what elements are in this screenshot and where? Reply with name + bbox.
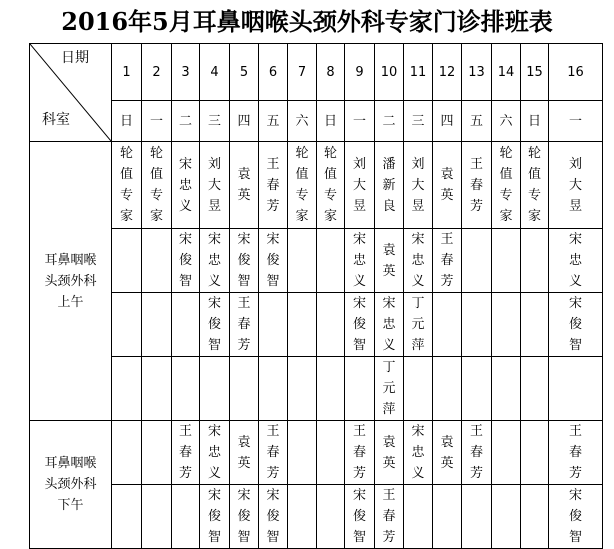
- doctor-name: 丁元萍: [382, 360, 396, 417]
- weekday: 日: [521, 101, 549, 142]
- day-number: 16: [549, 44, 603, 101]
- morning-dept-label: [30, 142, 112, 421]
- schedule-cell: [200, 229, 230, 293]
- schedule-cell: [259, 421, 288, 485]
- schedule-cell: [549, 485, 603, 549]
- doctor-name: 宋忠义: [568, 232, 582, 289]
- doctor-name: 王春芳: [568, 424, 582, 481]
- schedule-cell: [259, 229, 288, 293]
- schedule-cell: [345, 229, 375, 293]
- page-title: 2016年5月耳鼻咽喉头颈外科专家门诊排班表: [61, 7, 553, 36]
- doctor-name: 宋俊智: [266, 488, 280, 545]
- schedule-cell: [172, 142, 200, 229]
- morning-row: [30, 293, 603, 357]
- day-number: 2: [142, 44, 172, 101]
- doctor-name: 宋忠义: [207, 424, 221, 481]
- schedule-cell: [142, 357, 172, 421]
- schedule-cell: [230, 357, 259, 421]
- schedule-cell: [433, 421, 462, 485]
- schedule-cell: [492, 421, 521, 485]
- day-number: 13: [462, 44, 492, 101]
- schedule-cell: [492, 357, 521, 421]
- schedule-cell: [345, 421, 375, 485]
- doctor-name: 王春芳: [382, 488, 396, 545]
- dept-label-line: 头颈外科: [44, 273, 97, 289]
- day-number: 6: [259, 44, 288, 101]
- schedule-cell: [230, 229, 259, 293]
- doctor-name: 刘大昱: [207, 156, 221, 214]
- schedule-cell: [112, 229, 142, 293]
- schedule-cell: [200, 357, 230, 421]
- schedule-cell: [345, 485, 375, 549]
- schedule-cell: [112, 142, 142, 229]
- schedule-cell: [462, 485, 492, 549]
- schedule-cell: [112, 421, 142, 485]
- doctor-name: 宋俊智: [237, 488, 251, 545]
- schedule-cell: [492, 293, 521, 357]
- weekday: 五: [259, 101, 288, 142]
- day-number: 9: [345, 44, 375, 101]
- weekday: 四: [230, 101, 259, 142]
- doctor-name: 宋俊智: [568, 296, 582, 353]
- weekday: 一: [345, 101, 375, 142]
- schedule-cell: [492, 485, 521, 549]
- weekday: 六: [492, 101, 521, 142]
- afternoon-row: [30, 485, 603, 549]
- schedule-cell: [200, 142, 230, 229]
- doctor-name: 宋忠义: [382, 296, 396, 353]
- schedule-cell: [433, 357, 462, 421]
- date-label: 日期: [61, 50, 89, 66]
- schedule-cell: [317, 485, 345, 549]
- doctor-name: 宋俊智: [352, 488, 366, 545]
- doctor-name: 袁英: [382, 434, 396, 471]
- schedule-cell: [433, 142, 462, 229]
- schedule-cell: [259, 293, 288, 357]
- doctor-name: 轮值专家: [527, 146, 541, 224]
- schedule-cell: [345, 293, 375, 357]
- schedule-cell: [142, 485, 172, 549]
- schedule-cell: [259, 357, 288, 421]
- doctor-name: 宋忠义: [352, 232, 366, 289]
- doctor-name: 潘新良: [382, 156, 396, 214]
- weekday: 三: [404, 101, 433, 142]
- doctor-name: 袁英: [237, 434, 251, 471]
- doctor-name: 宋忠义: [411, 232, 425, 289]
- schedule-cell: [288, 421, 317, 485]
- doctor-name: 王春芳: [469, 424, 483, 481]
- schedule-cell: [172, 229, 200, 293]
- doctor-name: 袁英: [237, 167, 251, 203]
- dept-label-line: 下午: [57, 498, 84, 513]
- schedule-cell: [259, 142, 288, 229]
- weekday: 五: [462, 101, 492, 142]
- doctor-name: 王春芳: [352, 424, 366, 481]
- schedule-cell: [521, 229, 549, 293]
- doctor-name: 王春芳: [237, 296, 251, 353]
- schedule-cell: [230, 293, 259, 357]
- afternoon-dept-label: [30, 421, 112, 549]
- day-number: 11: [404, 44, 433, 101]
- schedule-cell: [230, 142, 259, 229]
- doctor-name: 王春芳: [469, 156, 483, 214]
- dept-label-line: 耳鼻咽喉: [44, 456, 97, 471]
- dept-label-line: 耳鼻咽喉: [44, 252, 97, 268]
- dept-label-line: 上午: [57, 294, 84, 310]
- doctor-name: 王春芳: [178, 424, 192, 481]
- doctor-name: 王春芳: [266, 424, 280, 481]
- weekday: 日: [112, 101, 142, 142]
- weekday: 四: [433, 101, 462, 142]
- morning-row: [30, 142, 603, 229]
- schedule-cell: [521, 485, 549, 549]
- schedule-table: [29, 43, 603, 549]
- schedule-cell: [404, 229, 433, 293]
- schedule-cell: [375, 357, 404, 421]
- doctor-name: 袁英: [440, 434, 454, 471]
- schedule-cell: [404, 421, 433, 485]
- doctor-name: 宋俊智: [266, 232, 280, 289]
- schedule-cell: [433, 229, 462, 293]
- day-number: 5: [230, 44, 259, 101]
- day-number: 15: [521, 44, 549, 101]
- schedule-cell: [112, 357, 142, 421]
- schedule-cell: [172, 421, 200, 485]
- schedule-cell: [317, 293, 345, 357]
- schedule-cell: [404, 293, 433, 357]
- schedule-cell: [317, 142, 345, 229]
- day-number: 1: [112, 44, 142, 101]
- schedule-cell: [375, 421, 404, 485]
- diagonal-header-cell: [30, 44, 112, 142]
- day-number: 12: [433, 44, 462, 101]
- schedule-cell: [521, 421, 549, 485]
- doctor-name: 轮值专家: [323, 146, 337, 224]
- weekday: 日: [317, 101, 345, 142]
- doctor-name: 轮值专家: [499, 146, 513, 224]
- doctor-name: 刘大昱: [568, 156, 582, 214]
- schedule-cell: [492, 229, 521, 293]
- doctor-name: 宋俊智: [352, 296, 366, 353]
- doctor-name: 袁英: [440, 167, 454, 203]
- doctor-name: 丁元萍: [411, 296, 425, 353]
- schedule-cell: [549, 142, 603, 229]
- schedule-cell: [142, 142, 172, 229]
- doctor-name: 宋俊智: [237, 232, 251, 289]
- schedule-cell: [200, 485, 230, 549]
- schedule-cell: [462, 142, 492, 229]
- day-number: 10: [375, 44, 404, 101]
- schedule-cell: [259, 485, 288, 549]
- schedule-cell: [288, 142, 317, 229]
- day-number: 3: [172, 44, 200, 101]
- schedule-cell: [317, 357, 345, 421]
- doctor-name: 刘大昱: [352, 156, 366, 214]
- dept-label-line: 头颈外科: [44, 477, 97, 492]
- weekday-row: [30, 101, 603, 142]
- schedule-cell: [404, 142, 433, 229]
- schedule-cell: [200, 421, 230, 485]
- schedule-cell: [492, 142, 521, 229]
- schedule-cell: [521, 293, 549, 357]
- schedule-cell: [142, 421, 172, 485]
- weekday: 二: [172, 101, 200, 142]
- schedule-cell: [288, 485, 317, 549]
- schedule-cell: [200, 293, 230, 357]
- schedule-cell: [433, 485, 462, 549]
- day-number: 8: [317, 44, 345, 101]
- doctor-name: 宋俊智: [178, 232, 192, 289]
- schedule-cell: [404, 357, 433, 421]
- doctor-name: 宋忠义: [178, 156, 192, 214]
- doctor-name: 袁英: [382, 242, 396, 279]
- schedule-cell: [462, 229, 492, 293]
- doctor-name: 宋俊智: [207, 488, 221, 545]
- doctor-name: 宋俊智: [568, 488, 582, 545]
- doctor-name: 轮值专家: [149, 146, 163, 224]
- schedule-cell: [288, 357, 317, 421]
- weekday: 一: [549, 101, 603, 142]
- schedule-cell: [142, 293, 172, 357]
- doctor-name: 宋俊智: [207, 296, 221, 353]
- doctor-name: 宋忠义: [411, 424, 425, 481]
- schedule-cell: [345, 142, 375, 229]
- day-number: 14: [492, 44, 521, 101]
- schedule-cell: [433, 293, 462, 357]
- doctor-name: 王春芳: [266, 156, 280, 214]
- schedule-cell: [462, 421, 492, 485]
- schedule-cell: [549, 421, 603, 485]
- schedule-cell: [521, 357, 549, 421]
- schedule-cell: [230, 485, 259, 549]
- schedule-cell: [288, 293, 317, 357]
- doctor-name: 宋忠义: [207, 232, 221, 289]
- schedule-cell: [317, 229, 345, 293]
- schedule-cell: [549, 293, 603, 357]
- weekday: 六: [288, 101, 317, 142]
- schedule-cell: [462, 293, 492, 357]
- weekday: 一: [142, 101, 172, 142]
- dept-label: 科室: [42, 112, 70, 128]
- afternoon-row: [30, 421, 603, 485]
- schedule-cell: [172, 293, 200, 357]
- weekday: 三: [200, 101, 230, 142]
- schedule-cell: [549, 357, 603, 421]
- day-number: 7: [288, 44, 317, 101]
- schedule-cell: [288, 229, 317, 293]
- schedule-cell: [142, 229, 172, 293]
- schedule-cell: [375, 229, 404, 293]
- schedule-cell: [375, 142, 404, 229]
- schedule-cell: [230, 421, 259, 485]
- schedule-cell: [112, 293, 142, 357]
- schedule-cell: [549, 229, 603, 293]
- doctor-name: 刘大昱: [411, 156, 425, 214]
- weekday: 二: [375, 101, 404, 142]
- morning-row: [30, 357, 603, 421]
- schedule-cell: [462, 357, 492, 421]
- schedule-cell: [172, 485, 200, 549]
- schedule-cell: [521, 142, 549, 229]
- doctor-name: 王春芳: [440, 232, 454, 289]
- schedule-cell: [345, 357, 375, 421]
- schedule-cell: [317, 421, 345, 485]
- schedule-cell: [404, 485, 433, 549]
- doctor-name: 轮值专家: [119, 146, 133, 224]
- schedule-cell: [112, 485, 142, 549]
- day-number-row: [30, 44, 603, 101]
- doctor-name: 轮值专家: [295, 146, 309, 224]
- morning-row: [30, 229, 603, 293]
- schedule-cell: [375, 293, 404, 357]
- schedule-cell: [375, 485, 404, 549]
- day-number: 4: [200, 44, 230, 101]
- schedule-cell: [172, 357, 200, 421]
